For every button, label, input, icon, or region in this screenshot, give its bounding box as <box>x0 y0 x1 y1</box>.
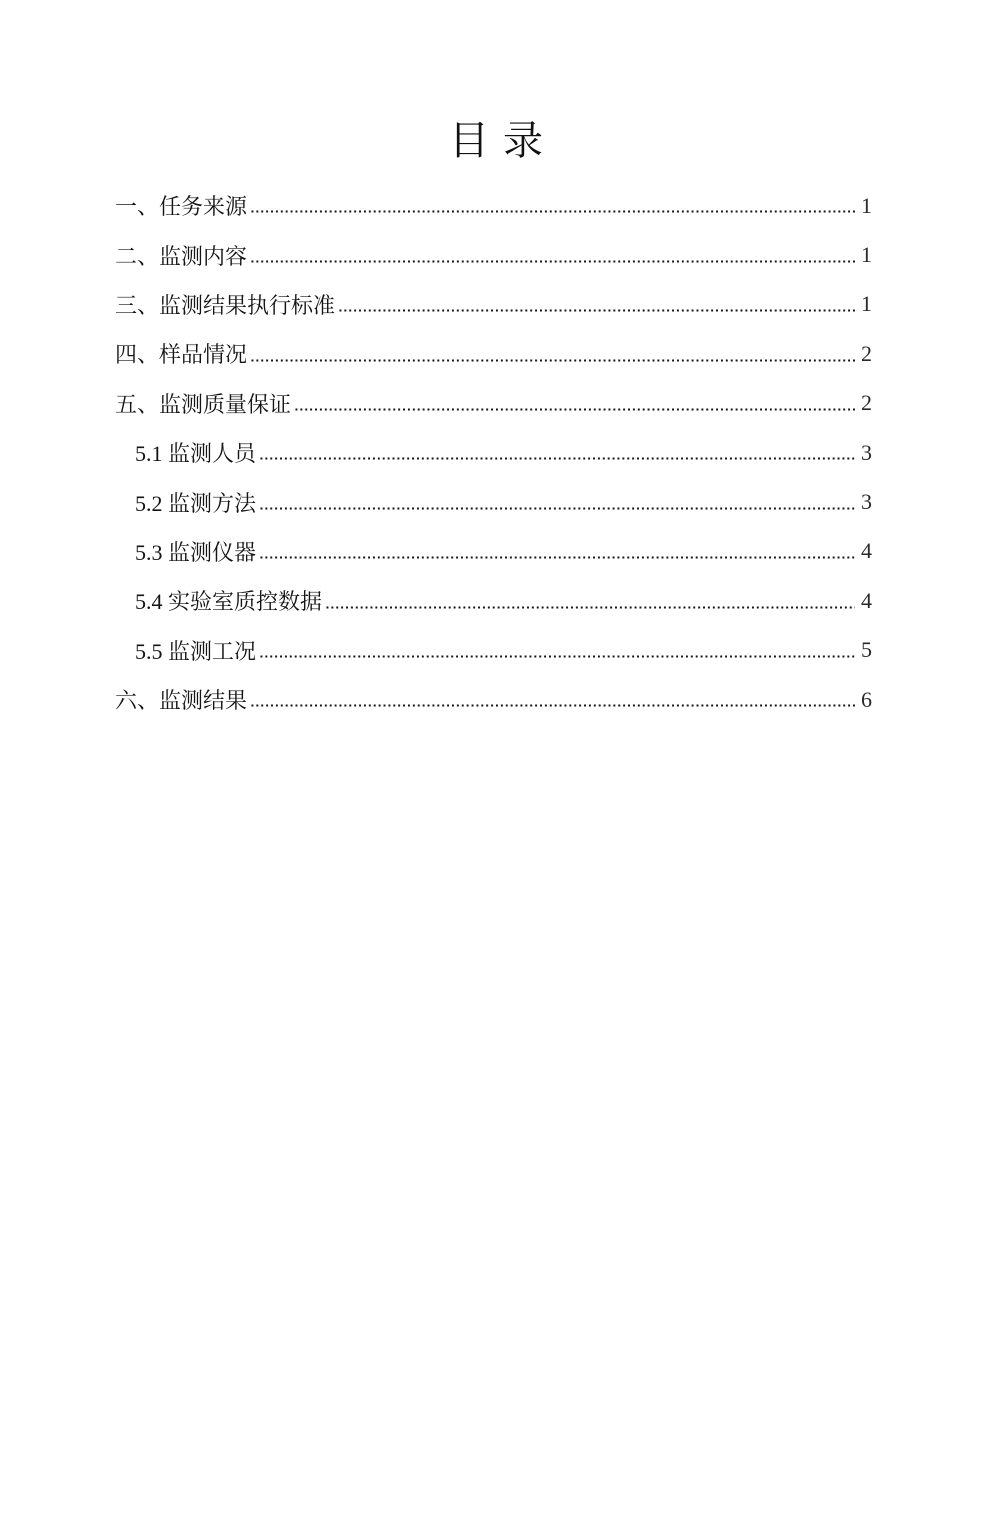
toc-entry-label: 四、样品情况 <box>115 342 248 368</box>
toc-entry[interactable] <box>0 428 992 477</box>
toc-page-number: 1 <box>861 242 872 268</box>
toc-page-number: 4 <box>861 587 872 613</box>
toc-entry-label: 二、监测内容 <box>115 243 248 269</box>
toc-leader-dots <box>325 590 855 612</box>
toc-entry[interactable] <box>0 477 992 526</box>
toc-entry[interactable] <box>0 527 992 576</box>
toc-entry-label: 六、监测结果 <box>115 688 248 714</box>
toc-entry[interactable] <box>0 379 992 428</box>
toc-page-number: 4 <box>861 538 872 564</box>
toc-entry-label: 5.5 监测工况 <box>135 638 257 664</box>
table-of-contents <box>0 181 992 724</box>
toc-entry-label: 5.4 实验室质控数据 <box>135 589 323 615</box>
toc-leader-dots <box>259 442 855 464</box>
toc-entry[interactable] <box>0 576 992 625</box>
toc-page-number: 5 <box>861 637 872 663</box>
toc-page-number: 6 <box>861 686 872 712</box>
toc-page-number: 1 <box>861 192 872 218</box>
toc-page-number: 1 <box>861 291 872 317</box>
toc-leader-dots <box>259 639 855 661</box>
document-page <box>0 118 992 1521</box>
toc-entry[interactable] <box>0 626 992 675</box>
toc-leader-dots <box>250 343 855 365</box>
toc-page-number: 3 <box>861 489 872 515</box>
toc-entry[interactable] <box>0 675 992 724</box>
toc-entry-label: 一、任务来源 <box>115 194 248 220</box>
toc-page-number: 2 <box>861 340 872 366</box>
toc-entry-label: 5.1 监测人员 <box>135 441 257 467</box>
toc-leader-dots <box>250 195 855 217</box>
toc-entry[interactable] <box>0 280 992 329</box>
toc-title: 目录 <box>449 118 557 163</box>
toc-entry-label: 5.3 监测仪器 <box>135 539 257 565</box>
toc-entry[interactable] <box>0 181 992 230</box>
toc-entry-label: 五、监测质量保证 <box>115 391 292 417</box>
toc-entry-label: 三、监测结果执行标准 <box>115 292 336 318</box>
toc-leader-dots <box>259 540 855 562</box>
toc-entry[interactable] <box>0 329 992 378</box>
toc-entry-label: 5.2 监测方法 <box>135 490 257 516</box>
toc-leader-dots <box>250 244 855 266</box>
toc-leader-dots <box>250 689 855 711</box>
toc-page-number: 3 <box>861 439 872 465</box>
toc-leader-dots <box>338 293 855 315</box>
toc-leader-dots <box>294 392 855 414</box>
toc-page-number: 2 <box>861 390 872 416</box>
toc-entry[interactable] <box>0 230 992 279</box>
toc-leader-dots <box>259 491 855 513</box>
